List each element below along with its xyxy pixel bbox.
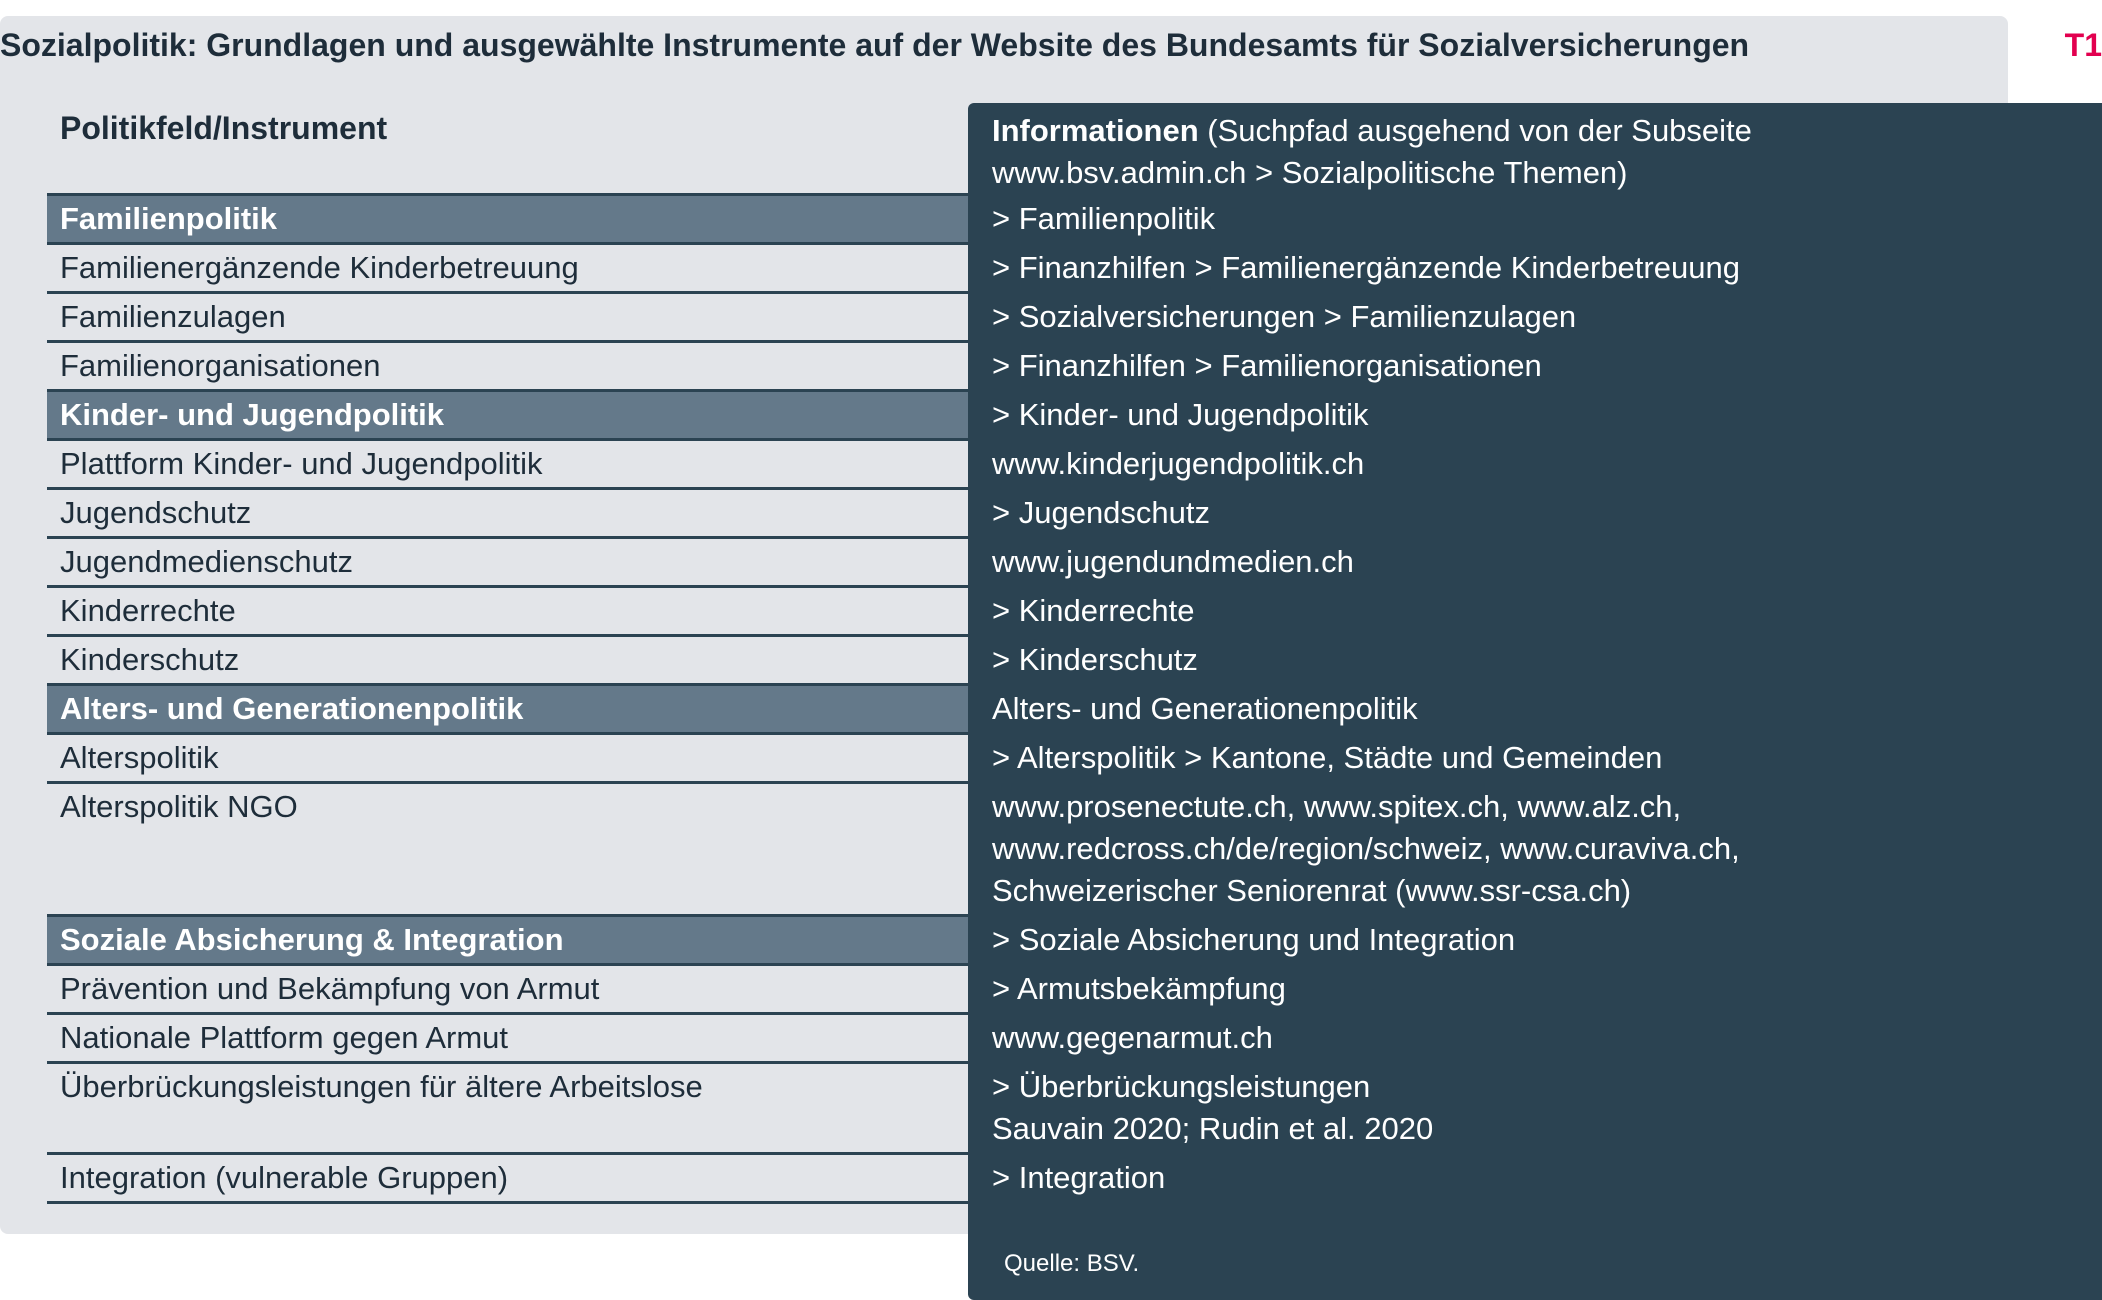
instrument-label: Plattform Kinder- und Jugendpolitik xyxy=(60,446,543,481)
instrument-label: Kinderrechte xyxy=(60,593,236,628)
table-title: Sozialpolitik: Grundlagen und ausgewählte Instrumente auf der Website des Bundesamts für Sozialversicherungen xyxy=(0,27,1750,63)
column-header-information-path1: (Suchpfad ausgehend von der Subseite xyxy=(1198,113,1752,148)
information-path: > Sozialversicherungen > Familienzulagen xyxy=(992,299,1577,334)
table-row xyxy=(47,343,2008,392)
instrument-label: Integration (vulnerable Gruppen) xyxy=(60,1160,509,1195)
section-row xyxy=(47,686,2008,735)
information-cell xyxy=(968,588,2008,634)
section-title: Familienpolitik xyxy=(47,196,968,242)
information-path: www.redcross.ch/de/region/schweiz, www.curaviva.ch, xyxy=(992,831,1740,866)
instrument-label: Jugendschutz xyxy=(60,495,252,530)
table-row xyxy=(47,539,2008,588)
information-cell xyxy=(968,1155,2008,1201)
information-path: > Kinderrechte xyxy=(992,593,1195,628)
information-path: > Armutsbekämpfung xyxy=(992,971,1286,1006)
column-header-information-bold: Informationen xyxy=(992,113,1199,148)
section-row xyxy=(47,193,2008,245)
table-row xyxy=(47,588,2008,637)
table-row xyxy=(47,735,2008,784)
information-path: www.kinderjugendpolitik.ch xyxy=(992,446,1365,481)
information-cell xyxy=(968,637,2008,683)
information-cell xyxy=(968,294,2008,340)
instrument-label: Familienzulagen xyxy=(60,299,286,334)
information-path: www.jugendundmedien.ch xyxy=(992,544,1354,579)
information-path: Sauvain 2020; Rudin et al. 2020 xyxy=(992,1111,1434,1146)
column-header-information-path2: www.bsv.admin.ch > Sozialpolitische Themen) xyxy=(992,155,1628,190)
information-path: > Kinderschutz xyxy=(992,642,1198,677)
instrument-label: Kinderschutz xyxy=(60,642,240,677)
information-path: > Kinder- und Jugendpolitik xyxy=(992,397,1369,432)
table-row xyxy=(47,441,2008,490)
section-title: Kinder- und Jugendpolitik xyxy=(47,392,968,438)
information-cell xyxy=(968,392,2008,438)
information-path: > Jugendschutz xyxy=(992,495,1211,530)
information-cell xyxy=(968,539,2008,585)
table-row xyxy=(47,294,2008,343)
information-path: > Alterspolitik > Kantone, Städte und Gemeinden xyxy=(992,740,1663,775)
information-path: > Überbrückungsleistungen xyxy=(992,1069,1371,1104)
information-cell xyxy=(968,490,2008,536)
table-body xyxy=(47,193,2008,1204)
information-cell xyxy=(968,1015,2008,1061)
information-path: > Soziale Absicherung und Integration xyxy=(992,922,1516,957)
information-cell xyxy=(968,196,2008,242)
information-cell xyxy=(968,1064,2008,1152)
section-title: Soziale Absicherung & Integration xyxy=(47,917,968,963)
table-row xyxy=(47,966,2008,1015)
table-row xyxy=(47,637,2008,686)
information-cell xyxy=(968,441,2008,487)
instrument-label: Familienorganisationen xyxy=(60,348,381,383)
information-cell xyxy=(968,245,2008,291)
table-row xyxy=(47,1015,2008,1064)
source-note: Quelle: BSV. xyxy=(1004,1250,1140,1277)
information-path: > Finanzhilfen > Familienorganisationen xyxy=(992,348,1542,383)
column-header-policy: Politikfeld/Instrument xyxy=(60,110,388,146)
information-path: > Integration xyxy=(992,1160,1166,1195)
instrument-label: Prävention und Bekämpfung von Armut xyxy=(60,971,600,1006)
instrument-label: Überbrückungsleistungen für ältere Arbeitslose xyxy=(60,1069,703,1104)
information-cell xyxy=(968,735,2008,781)
section-row xyxy=(47,392,2008,441)
information-path: > Familienpolitik xyxy=(992,201,1216,236)
instrument-label: Alterspolitik xyxy=(60,740,219,775)
instrument-label: Jugendmedienschutz xyxy=(60,544,353,579)
table-row xyxy=(47,245,2008,294)
information-cell xyxy=(968,966,2008,1012)
information-cell xyxy=(968,686,2008,732)
information-path: www.gegenarmut.ch xyxy=(992,1020,1273,1055)
table-row xyxy=(47,1064,2008,1155)
table-row xyxy=(47,784,2008,917)
information-cell xyxy=(968,917,2008,963)
instrument-label: Nationale Plattform gegen Armut xyxy=(60,1020,509,1055)
information-path: > Finanzhilfen > Familienergänzende Kinderbetreuung xyxy=(992,250,1740,285)
information-cell xyxy=(968,784,2008,914)
information-path: Alters- und Generationenpolitik xyxy=(992,691,1418,726)
section-row xyxy=(47,917,2008,966)
information-cell xyxy=(968,343,2008,389)
information-path: Schweizerischer Seniorenrat (www.ssr-csa.ch) xyxy=(992,873,1632,908)
table-row xyxy=(47,490,2008,539)
section-title: Alters- und Generationenpolitik xyxy=(47,686,968,732)
table-number: T1 xyxy=(2064,27,2102,63)
table-row xyxy=(47,1155,2008,1204)
instrument-label: Alterspolitik NGO xyxy=(60,789,298,824)
instrument-label: Familienergänzende Kinderbetreuung xyxy=(60,250,579,285)
column-header-information xyxy=(992,110,1992,194)
information-path: www.prosenectute.ch, www.spitex.ch, www.alz.ch, xyxy=(992,789,1682,824)
